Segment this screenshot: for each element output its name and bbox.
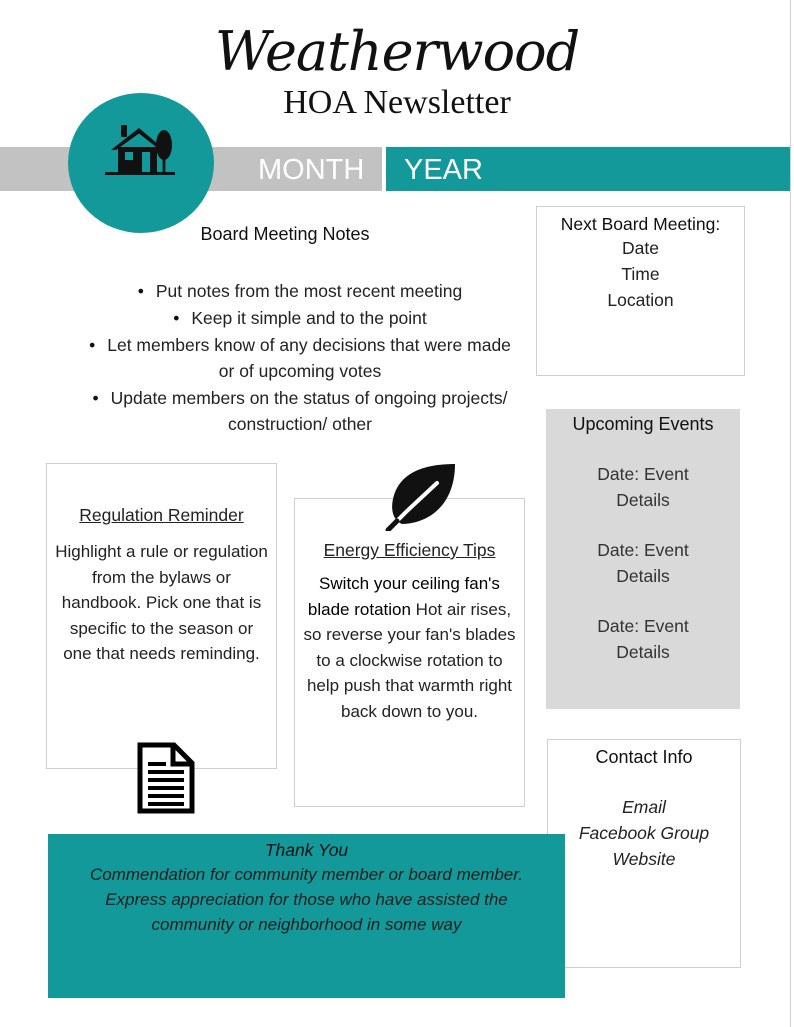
thank-you-title: Thank You bbox=[264, 840, 349, 860]
list-item: • Put notes from the most recent meeting bbox=[80, 278, 520, 304]
document-icon bbox=[137, 742, 195, 818]
contact-info-box bbox=[547, 739, 741, 968]
month-label: MONTH bbox=[258, 154, 365, 186]
upcoming-events-title: Upcoming Events bbox=[572, 414, 714, 434]
newsletter-subtitle: HOA Newsletter bbox=[283, 84, 511, 121]
list-item: • Keep it simple and to the point bbox=[80, 305, 520, 331]
contact-website: Website bbox=[612, 849, 676, 869]
next-meeting-box bbox=[536, 206, 745, 376]
event-date: Date: Event bbox=[597, 616, 689, 636]
leaf-icon bbox=[385, 461, 459, 535]
regulation-reminder-title: Regulation Reminder bbox=[79, 505, 244, 525]
next-meeting-location: Location bbox=[607, 290, 674, 310]
next-meeting-time: Time bbox=[621, 264, 660, 284]
contact-info-title: Contact Info bbox=[595, 747, 693, 767]
board-notes-list bbox=[80, 278, 520, 438]
energy-tips-body bbox=[301, 571, 518, 724]
list-item: • Let members know of any decisions that were made or of upcoming votes bbox=[80, 332, 520, 384]
contact-facebook-group: Facebook Group bbox=[578, 823, 710, 843]
energy-tips-title: Energy Efficiency Tips bbox=[323, 540, 496, 560]
board-notes-title: Board Meeting Notes bbox=[200, 224, 370, 244]
upcoming-events-box bbox=[546, 409, 740, 709]
regulation-reminder-box bbox=[46, 463, 277, 769]
thank-you-body: Commendation for community member or board member. Express appreciation for those who have assisted the community or neighborhood in some way bbox=[89, 865, 524, 934]
next-meeting-date: Date bbox=[622, 238, 659, 258]
page-edge-line bbox=[790, 0, 791, 1027]
energy-tips-lead: Switch your ceiling fan's blade rotation bbox=[307, 574, 500, 619]
event-details: Details bbox=[616, 490, 670, 510]
year-label: YEAR bbox=[404, 154, 483, 186]
event-date: Date: Event bbox=[597, 540, 689, 560]
house-with-tree-icon bbox=[105, 120, 179, 180]
logo-badge bbox=[68, 93, 214, 233]
thank-you-box bbox=[48, 834, 565, 998]
event-details: Details bbox=[616, 566, 670, 586]
next-meeting-title: Next Board Meeting: bbox=[560, 214, 721, 234]
event-date: Date: Event bbox=[597, 464, 689, 484]
newsletter-brand-title: Weatherwood bbox=[214, 20, 580, 83]
event-details: Details bbox=[616, 642, 670, 662]
contact-email: Email bbox=[622, 797, 666, 817]
energy-tips-text: Hot air rises, so reverse your fan's blades to a clockwise rotation to help push that warmth right back down to you. bbox=[303, 599, 516, 721]
energy-tips-box bbox=[294, 498, 525, 807]
regulation-reminder-body: Highlight a rule or regulation from the bylaws or handbook. Pick one that is specific to the season or one that needs reminding. bbox=[55, 542, 268, 663]
list-item: • Update members on the status of ongoing projects/ construction/ other bbox=[80, 385, 520, 437]
